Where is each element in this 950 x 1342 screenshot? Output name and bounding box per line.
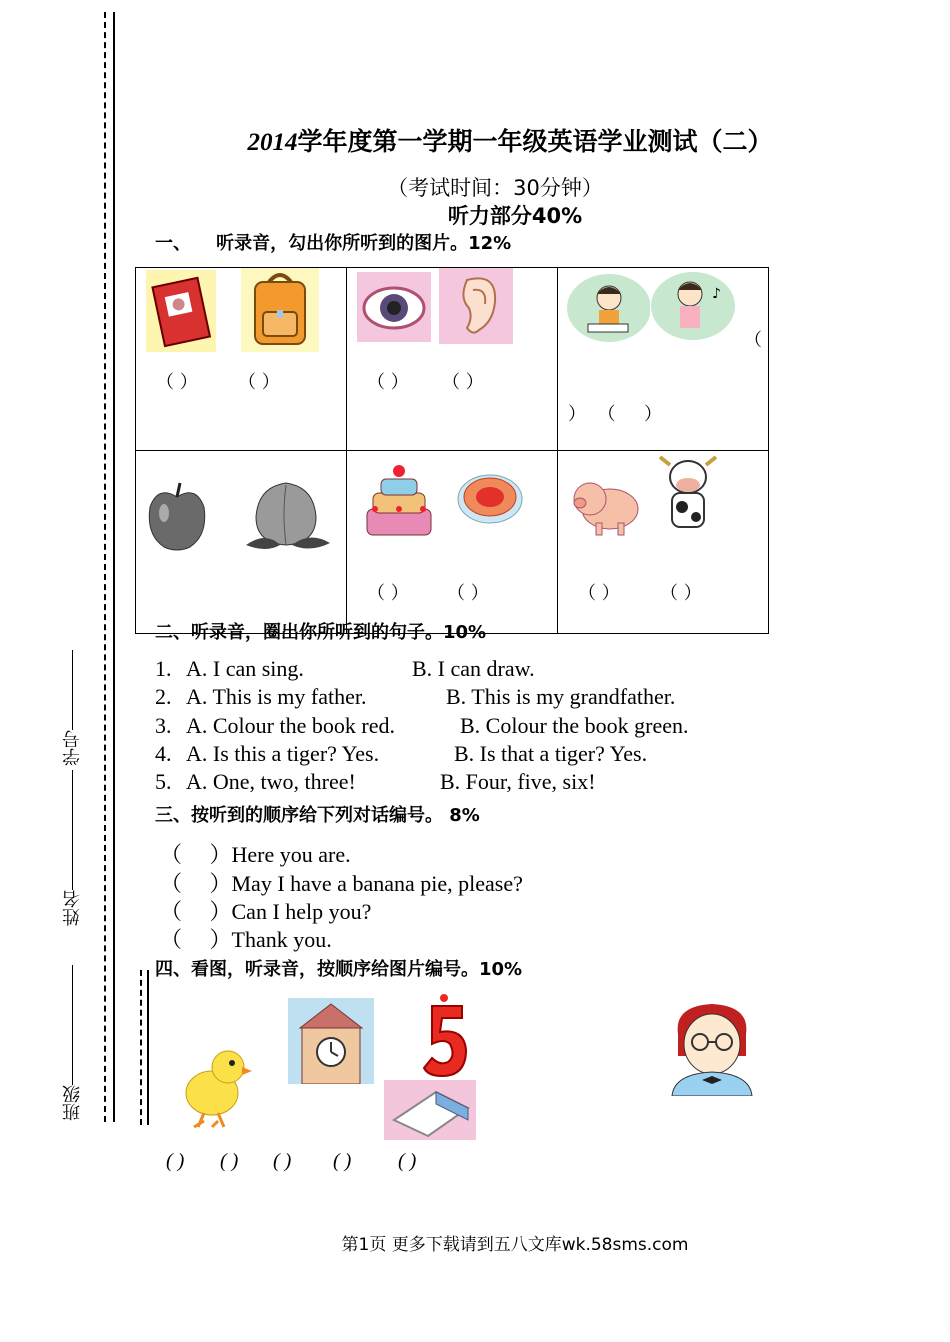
number-five-icon xyxy=(418,992,474,1084)
exam-time: （考试时间：30分钟） xyxy=(387,176,603,200)
clock-tower-icon xyxy=(288,998,374,1084)
grid-cell-6 xyxy=(558,451,769,634)
answer-paren-open[interactable]: （ xyxy=(744,330,762,351)
sentence-number: 1. xyxy=(155,656,172,681)
answer-paren[interactable]: （ ） xyxy=(660,583,702,604)
girl-drawing-icon xyxy=(566,270,652,346)
option-a[interactable]: A. Colour the book red. xyxy=(186,713,395,738)
girl-singing-icon xyxy=(650,268,736,344)
option-b[interactable]: B. Four, five, six! xyxy=(440,769,596,794)
option-a[interactable]: A. I can sing. xyxy=(186,656,304,681)
option-b[interactable]: B. This is my grandfather. xyxy=(446,684,676,709)
answer-paren[interactable]: （ ） xyxy=(238,372,280,393)
ear-icon xyxy=(439,268,513,344)
grandpa-icon xyxy=(664,1000,760,1096)
name-label: 姓名 xyxy=(62,890,83,926)
grid-cell-1 xyxy=(136,268,347,451)
inner-dash-line xyxy=(140,970,142,1125)
book-icon xyxy=(146,270,216,352)
picture-grid xyxy=(135,267,769,634)
option-b[interactable]: B. Colour the book green. xyxy=(460,713,689,738)
class-field xyxy=(60,965,86,1121)
class-label: 班级 xyxy=(62,1085,83,1121)
grid-cell-3 xyxy=(558,268,769,451)
cow-icon xyxy=(650,451,726,541)
answer-paren[interactable]: （ ） xyxy=(367,583,409,604)
section-2-title: 二、听录音，圈出你所听到的句子。10% xyxy=(155,622,487,643)
dialogue-line[interactable]: （ ）May I have a banana pie, please? xyxy=(160,871,523,896)
sentence-number: 3. xyxy=(155,713,172,738)
option-a[interactable]: A. One, two, three! xyxy=(186,769,356,794)
pig-icon xyxy=(570,469,642,541)
section-1-title: 一、 听录音，勾出你所听到的图片。12% xyxy=(155,233,512,254)
name-field xyxy=(60,770,86,926)
answer-paren[interactable]: （ ） xyxy=(447,583,489,604)
svg-text:♪: ♪ xyxy=(712,286,721,302)
sentence-number: 4. xyxy=(155,741,172,766)
chick-icon xyxy=(178,1045,254,1131)
eraser-icon xyxy=(384,1080,476,1140)
order-paren[interactable]: ( ) xyxy=(273,1150,292,1172)
section-3-title: 三、按听到的顺序给下列对话编号。 8% xyxy=(155,805,480,826)
page-title xyxy=(0,122,950,158)
answer-paren[interactable]: ） （ ） xyxy=(568,404,663,425)
grid-cell-4 xyxy=(136,451,347,634)
option-b[interactable]: B. Is that a tiger? Yes. xyxy=(454,741,648,766)
schoolbag-icon xyxy=(241,268,319,352)
peach-icon xyxy=(240,473,332,553)
eye-icon xyxy=(357,272,431,342)
answer-paren[interactable]: （ ） xyxy=(367,372,409,393)
option-b[interactable]: B. I can draw. xyxy=(412,656,535,681)
part-heading: 听力部分40% xyxy=(447,204,583,228)
answer-paren[interactable]: （ ） xyxy=(156,372,198,393)
inner-solid-line xyxy=(147,970,149,1125)
apple-icon xyxy=(144,477,210,553)
answer-paren[interactable]: （ ） xyxy=(442,372,484,393)
answer-paren[interactable]: （ ） xyxy=(578,583,620,604)
order-paren[interactable]: ( ) xyxy=(398,1150,417,1172)
dialogue-line[interactable]: （ ）Here you are. xyxy=(160,842,351,867)
sentence-number: 2. xyxy=(155,684,172,709)
sentence-number: 5. xyxy=(155,769,172,794)
grid-cell-5 xyxy=(347,451,558,634)
section-4-title: 四、看图，听录音，按顺序给图片编号。10% xyxy=(155,959,523,980)
student-no-label: 学号 xyxy=(62,730,83,766)
student-no-field xyxy=(60,650,86,766)
option-a[interactable]: A. This is my father. xyxy=(186,684,367,709)
title-text: 学年度第一学期一年级英语学业测试（二） xyxy=(297,127,773,156)
pie-icon xyxy=(455,469,525,525)
grid-cell-2 xyxy=(347,268,558,451)
order-paren[interactable]: ( ) xyxy=(166,1150,185,1172)
title-year: 2014 xyxy=(247,129,298,156)
order-paren[interactable]: ( ) xyxy=(220,1150,239,1172)
dialogue-line[interactable]: （ ）Thank you. xyxy=(160,927,332,952)
cake-icon xyxy=(359,455,439,545)
page-footer: 第1页 更多下载请到五八文库wk.58sms.com xyxy=(341,1235,689,1255)
option-a[interactable]: A. Is this a tiger? Yes. xyxy=(186,741,380,766)
dialogue-line[interactable]: （ ）Can I help you? xyxy=(160,899,372,924)
order-paren[interactable]: ( ) xyxy=(333,1150,352,1172)
